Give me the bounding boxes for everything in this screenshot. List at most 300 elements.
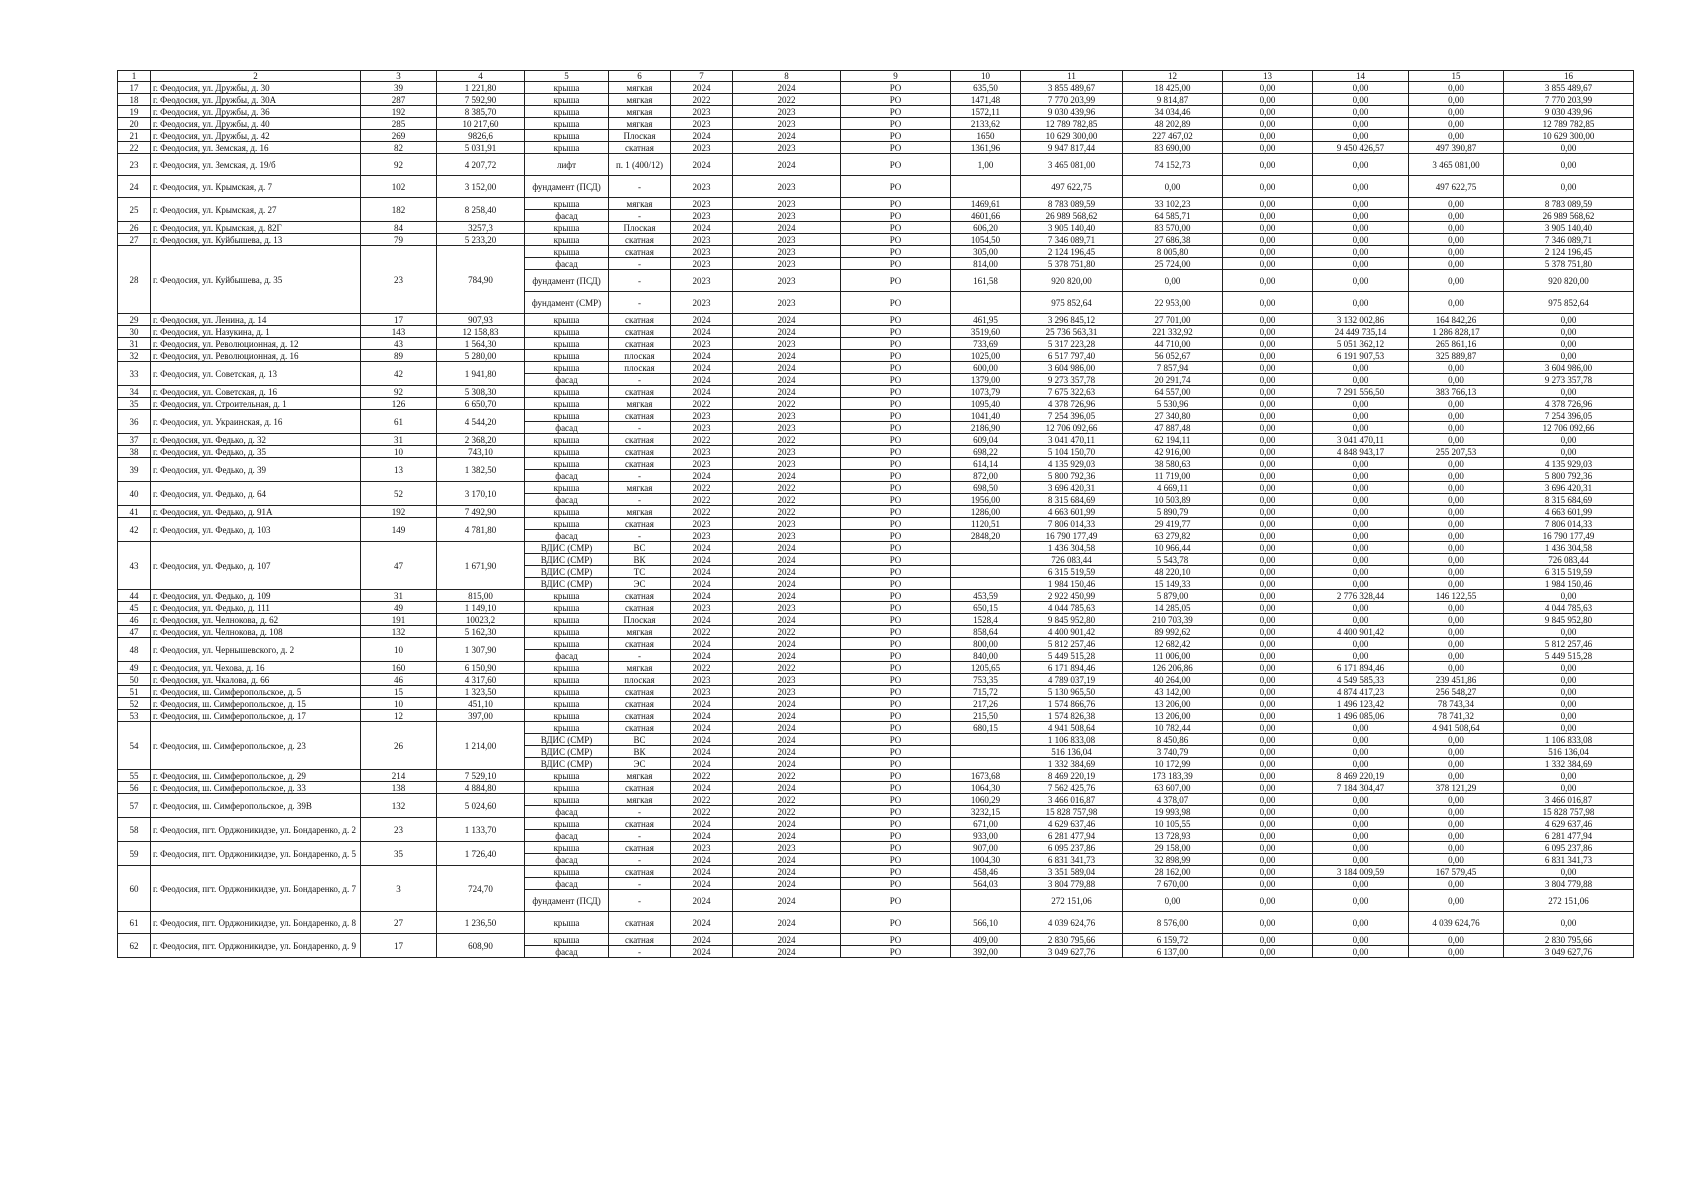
cell-col13: 0,00 [1223,314,1313,326]
address-cell: г. Феодосия, ул. Советская, д. 16 [151,386,361,398]
cell-col7: 2024 [671,386,733,398]
row-number: 28 [118,246,151,314]
cell-col15: 0,00 [1409,566,1504,578]
cell-col10: 1041,40 [951,410,1021,422]
cell-col7: 2024 [671,912,733,934]
cell-col3: 15 [361,686,437,698]
cell-col14: 9 450 426,57 [1313,142,1409,154]
address-cell: г. Феодосия, ул. Федько, д. 91А [151,506,361,518]
cell-col9: РО [841,176,951,198]
address-cell: г. Феодосия, ул. Дружбы, д. 40 [151,118,361,130]
cell-col9: РО [841,494,951,506]
column-number-7: 7 [671,71,733,82]
cell-col8: 2024 [733,222,841,234]
cell-col11: 15 828 757,98 [1021,806,1123,818]
cell-col4: 743,10 [437,446,525,458]
cell-col10: 1361,96 [951,142,1021,154]
cell-col15: 378 121,29 [1409,782,1504,794]
cell-col3: 17 [361,314,437,326]
address-cell: г. Феодосия, пгт. Орджоникидзе, ул. Бондаренко, д. 2 [151,818,361,842]
cell-col4: 907,93 [437,314,525,326]
cell-col12: 32 898,99 [1123,854,1223,866]
cell-col3: 102 [361,176,437,198]
cell-col10: 671,00 [951,818,1021,830]
address-cell: г. Феодосия, ш. Симферопольское, д. 23 [151,722,361,770]
table-row [118,710,1634,722]
cell-col16: 0,00 [1504,176,1634,198]
cell-col14: 4 848 943,17 [1313,446,1409,458]
cell-col6: скатная [609,314,671,326]
cell-col9: РО [841,338,951,350]
cell-col10: 4601,66 [951,210,1021,222]
cell-col7: 2022 [671,506,733,518]
cell-col6: мягкая [609,82,671,94]
cell-col10: 1120,51 [951,518,1021,530]
cell-col13: 0,00 [1223,494,1313,506]
cell-col11: 516 136,04 [1021,746,1123,758]
cell-col3: 47 [361,542,437,590]
cell-col16: 272 151,06 [1504,890,1634,912]
cell-col13: 0,00 [1223,912,1313,934]
cell-col9: РО [841,638,951,650]
cell-col6: мягкая [609,662,671,674]
address-cell: г. Феодосия, пгт. Орджоникидзе, ул. Бондаренко, д. 5 [151,842,361,866]
cell-col9: РО [841,770,951,782]
cell-col12: 8 005,80 [1123,246,1223,258]
cell-col5: фасад [525,530,609,542]
cell-col16: 4 135 929,03 [1504,458,1634,470]
cell-col8: 2023 [733,422,841,434]
cell-col7: 2024 [671,614,733,626]
cell-col10: 1286,00 [951,506,1021,518]
cell-col15: 146 122,55 [1409,590,1504,602]
cell-col6: скатная [609,590,671,602]
cell-col10: 1,00 [951,154,1021,176]
table-row [118,446,1634,458]
cell-col12: 56 052,67 [1123,350,1223,362]
cell-col12: 14 285,05 [1123,602,1223,614]
cell-col16: 0,00 [1504,698,1634,710]
cell-col8: 2024 [733,470,841,482]
cell-col13: 0,00 [1223,542,1313,554]
cell-col14: 0,00 [1313,118,1409,130]
cell-col7: 2024 [671,154,733,176]
cell-col11: 5 449 515,28 [1021,650,1123,662]
cell-col10: 1205,65 [951,662,1021,674]
table-row [118,386,1634,398]
cell-col11: 7 562 425,76 [1021,782,1123,794]
cell-col9: РО [841,422,951,434]
cell-col13: 0,00 [1223,198,1313,210]
table-row [118,626,1634,638]
cell-col4: 1 671,90 [437,542,525,590]
cell-col9: РО [841,698,951,710]
cell-col11: 10 629 300,00 [1021,130,1123,142]
cell-col16: 0,00 [1504,626,1634,638]
cell-col16: 3 466 016,87 [1504,794,1634,806]
cell-col8: 2022 [733,494,841,506]
cell-col6: Плоская [609,614,671,626]
cell-col11: 1 574 826,38 [1021,710,1123,722]
cell-col4: 1 214,00 [437,722,525,770]
cell-col3: 192 [361,506,437,518]
address-cell: г. Феодосия, ул. Революционная, д. 16 [151,350,361,362]
cell-col5: фасад [525,374,609,386]
cell-col4: 784,90 [437,246,525,314]
cell-col12: 227 467,02 [1123,130,1223,142]
cell-col12: 27 340,80 [1123,410,1223,422]
cell-col3: 61 [361,410,437,434]
cell-col10 [951,758,1021,770]
cell-col10 [951,566,1021,578]
table-row [118,518,1634,530]
cell-col13: 0,00 [1223,626,1313,638]
cell-col16: 9 845 952,80 [1504,614,1634,626]
cell-col11: 5 130 965,50 [1021,686,1123,698]
cell-col12: 9 814,87 [1123,94,1223,106]
cell-col4: 4 884,80 [437,782,525,794]
cell-col12: 6 159,72 [1123,934,1223,946]
cell-col5: крыша [525,602,609,614]
cell-col16: 0,00 [1504,446,1634,458]
cell-col15: 0,00 [1409,934,1504,946]
cell-col11: 9 845 952,80 [1021,614,1123,626]
cell-col6: скатная [609,338,671,350]
cell-col15: 0,00 [1409,458,1504,470]
cell-col6: скатная [609,912,671,934]
cell-col14: 0,00 [1313,602,1409,614]
address-cell: г. Феодосия, ул. Революционная, д. 12 [151,338,361,350]
cell-col13: 0,00 [1223,142,1313,154]
header-row [118,71,1634,82]
table-row [118,482,1634,494]
cell-col4: 4 317,60 [437,674,525,686]
cell-col11: 1 574 866,76 [1021,698,1123,710]
cell-col9: РО [841,554,951,566]
cell-col9: РО [841,398,951,410]
cell-col10: 907,00 [951,842,1021,854]
cell-col15: 78 743,34 [1409,698,1504,710]
cell-col8: 2024 [733,650,841,662]
cell-col9: РО [841,722,951,734]
cell-col12: 5 543,78 [1123,554,1223,566]
cell-col11: 5 378 751,80 [1021,258,1123,270]
cell-col14: 0,00 [1313,106,1409,118]
cell-col6: мягкая [609,770,671,782]
cell-col15: 0,00 [1409,210,1504,222]
cell-col10: 858,64 [951,626,1021,638]
cell-col14: 0,00 [1313,422,1409,434]
cell-col6: мягкая [609,94,671,106]
cell-col6: мягкая [609,118,671,130]
row-number: 54 [118,722,151,770]
cell-col8: 2022 [733,806,841,818]
cell-col8: 2023 [733,530,841,542]
table-row [118,130,1634,142]
cell-col6: скатная [609,234,671,246]
address-cell: г. Феодосия, ш. Симферопольское, д. 39В [151,794,361,818]
cell-col10: 392,00 [951,946,1021,958]
cell-col10: 1650 [951,130,1021,142]
cell-col13: 0,00 [1223,446,1313,458]
cell-col3: 191 [361,614,437,626]
cell-col16: 0,00 [1504,912,1634,934]
cell-col3: 10 [361,698,437,710]
column-number-5: 5 [525,71,609,82]
cell-col3: 42 [361,362,437,386]
row-number: 41 [118,506,151,518]
cell-col6: скатная [609,842,671,854]
cell-col16: 5 812 257,46 [1504,638,1634,650]
cell-col4: 5 280,00 [437,350,525,362]
cell-col15: 497 390,87 [1409,142,1504,154]
cell-col15: 0,00 [1409,258,1504,270]
cell-col13: 0,00 [1223,782,1313,794]
address-cell: г. Феодосия, ул. Челнокова, д. 108 [151,626,361,638]
cell-col5: фасад [525,422,609,434]
cell-col5: ВДИС (СМР) [525,554,609,566]
cell-col16: 5 800 792,36 [1504,470,1634,482]
cell-col5: крыша [525,698,609,710]
cell-col13: 0,00 [1223,246,1313,258]
cell-col11: 12 789 782,85 [1021,118,1123,130]
cell-col9: РО [841,578,951,590]
cell-col5: крыша [525,638,609,650]
cell-col15: 0,00 [1409,222,1504,234]
cell-col6: мягкая [609,398,671,410]
cell-col13: 0,00 [1223,554,1313,566]
cell-col13: 0,00 [1223,530,1313,542]
cell-col13: 0,00 [1223,222,1313,234]
cell-col8: 2022 [733,506,841,518]
cell-col12: 11 006,00 [1123,650,1223,662]
row-number: 55 [118,770,151,782]
cell-col6: скатная [609,458,671,470]
cell-col15: 0,00 [1409,106,1504,118]
cell-col6: ВК [609,554,671,566]
cell-col9: РО [841,258,951,270]
cell-col13: 0,00 [1223,106,1313,118]
cell-col8: 2022 [733,794,841,806]
cell-col13: 0,00 [1223,386,1313,398]
cell-col10: 698,50 [951,482,1021,494]
cell-col12: 173 183,39 [1123,770,1223,782]
cell-col14: 0,00 [1313,722,1409,734]
cell-col14: 0,00 [1313,246,1409,258]
table-row [118,118,1634,130]
cell-col6: мягкая [609,198,671,210]
cell-col10: 3232,15 [951,806,1021,818]
cell-col13: 0,00 [1223,270,1313,292]
cell-col3: 39 [361,82,437,94]
cell-col16: 0,00 [1504,350,1634,362]
cell-col9: РО [841,482,951,494]
column-number-6: 6 [609,71,671,82]
cell-col13: 0,00 [1223,722,1313,734]
address-cell: г. Феодосия, ул. Федько, д. 32 [151,434,361,446]
cell-col3: 23 [361,818,437,842]
cell-col11: 3 855 489,67 [1021,82,1123,94]
cell-col16: 1 436 304,58 [1504,542,1634,554]
column-number-13: 13 [1223,71,1313,82]
cell-col8: 2024 [733,374,841,386]
cell-col3: 35 [361,842,437,866]
cell-col15: 0,00 [1409,470,1504,482]
table-row [118,722,1634,734]
cell-col12: 42 916,00 [1123,446,1223,458]
cell-col7: 2024 [671,934,733,946]
cell-col10: 1095,40 [951,398,1021,410]
cell-col3: 132 [361,794,437,818]
table-row [118,222,1634,234]
cell-col12: 29 419,77 [1123,518,1223,530]
cell-col8: 2022 [733,434,841,446]
cell-col6: Плоская [609,222,671,234]
cell-col5: крыша [525,350,609,362]
row-number: 51 [118,686,151,698]
address-cell: г. Феодосия, ул. Земская, д. 19/б [151,154,361,176]
cell-col9: РО [841,650,951,662]
cell-col7: 2023 [671,602,733,614]
cell-col13: 0,00 [1223,746,1313,758]
cell-col8: 2023 [733,602,841,614]
cell-col6: - [609,422,671,434]
cell-col14: 2 776 328,44 [1313,590,1409,602]
address-cell: г. Феодосия, ул. Крымская, д. 27 [151,198,361,222]
cell-col4: 1 149,10 [437,602,525,614]
cell-col6: - [609,292,671,314]
cell-col11: 4 629 637,46 [1021,818,1123,830]
row-number: 21 [118,130,151,142]
cell-col16: 0,00 [1504,722,1634,734]
cell-col9: РО [841,142,951,154]
cell-col4: 10023,2 [437,614,525,626]
cell-col6: скатная [609,782,671,794]
table-row [118,866,1634,878]
cell-col11: 6 095 237,86 [1021,842,1123,854]
cell-col13: 0,00 [1223,94,1313,106]
cell-col10: 650,15 [951,602,1021,614]
cell-col13: 0,00 [1223,566,1313,578]
table-row [118,842,1634,854]
column-number-15: 15 [1409,71,1504,82]
cell-col14: 0,00 [1313,530,1409,542]
cell-col7: 2024 [671,222,733,234]
cell-col4: 2 368,20 [437,434,525,446]
cell-col11: 6 281 477,94 [1021,830,1123,842]
cell-col12: 8 450,86 [1123,734,1223,746]
cell-col3: 27 [361,912,437,934]
cell-col7: 2023 [671,458,733,470]
cell-col13: 0,00 [1223,210,1313,222]
cell-col13: 0,00 [1223,374,1313,386]
cell-col5: крыша [525,614,609,626]
cell-col10 [951,554,1021,566]
cell-col11: 1 106 833,08 [1021,734,1123,746]
cell-col12: 33 102,23 [1123,198,1223,210]
cell-col6: мягкая [609,626,671,638]
cell-col10: 458,46 [951,866,1021,878]
cell-col10: 2133,62 [951,118,1021,130]
cell-col5: крыша [525,710,609,722]
cell-col9: РО [841,314,951,326]
cell-col15: 78 741,32 [1409,710,1504,722]
cell-col7: 2024 [671,946,733,958]
cell-col10: 933,00 [951,830,1021,842]
cell-col14: 3 132 002,86 [1313,314,1409,326]
cell-col7: 2024 [671,758,733,770]
cell-col3: 182 [361,198,437,222]
cell-col9: РО [841,602,951,614]
cell-col9: РО [841,386,951,398]
cell-col16: 12 789 782,85 [1504,118,1634,130]
cell-col7: 2024 [671,710,733,722]
cell-col14: 0,00 [1313,130,1409,142]
cell-col5: крыша [525,794,609,806]
cell-col7: 2024 [671,566,733,578]
cell-col5: крыша [525,142,609,154]
cell-col10: 1471,48 [951,94,1021,106]
cell-col13: 0,00 [1223,338,1313,350]
cell-col14: 0,00 [1313,818,1409,830]
address-cell: г. Феодосия, ш. Симферопольское, д. 17 [151,710,361,722]
cell-col4: 1 307,90 [437,638,525,662]
table-body [118,71,1634,958]
cell-col6: - [609,210,671,222]
cell-col14: 0,00 [1313,794,1409,806]
cell-col9: РО [841,662,951,674]
cell-col7: 2024 [671,890,733,912]
cell-col16: 726 083,44 [1504,554,1634,566]
cell-col6: ЭС [609,758,671,770]
cell-col3: 149 [361,518,437,542]
cell-col16: 7 346 089,71 [1504,234,1634,246]
cell-col4: 9826,6 [437,130,525,142]
cell-col15: 325 889,87 [1409,350,1504,362]
cell-col7: 2024 [671,650,733,662]
cell-col4: 8 385,70 [437,106,525,118]
cell-col15: 1 286 828,17 [1409,326,1504,338]
cell-col3: 10 [361,638,437,662]
table-row [118,398,1634,410]
cell-col3: 13 [361,458,437,482]
cell-col13: 0,00 [1223,842,1313,854]
cell-col15: 0,00 [1409,398,1504,410]
cell-col11: 3 604 986,00 [1021,362,1123,374]
row-number: 31 [118,338,151,350]
cell-col4: 10 217,60 [437,118,525,130]
cell-col12: 11 719,00 [1123,470,1223,482]
cell-col8: 2024 [733,698,841,710]
cell-col9: РО [841,530,951,542]
cell-col7: 2023 [671,842,733,854]
cell-col3: 138 [361,782,437,794]
cell-col15: 0,00 [1409,758,1504,770]
row-number: 53 [118,710,151,722]
cell-col14: 0,00 [1313,458,1409,470]
cell-col10: 453,59 [951,590,1021,602]
cell-col6: - [609,650,671,662]
cell-col5: фундамент (ПСД) [525,270,609,292]
cell-col11: 5 317 223,28 [1021,338,1123,350]
address-cell: г. Феодосия, пгт. Орджоникидзе, ул. Бондаренко, д. 9 [151,934,361,958]
cell-col15: 0,00 [1409,890,1504,912]
cell-col4: 5 162,30 [437,626,525,638]
cell-col10 [951,176,1021,198]
cell-col11: 5 812 257,46 [1021,638,1123,650]
cell-col10: 215,50 [951,710,1021,722]
cell-col8: 2023 [733,292,841,314]
